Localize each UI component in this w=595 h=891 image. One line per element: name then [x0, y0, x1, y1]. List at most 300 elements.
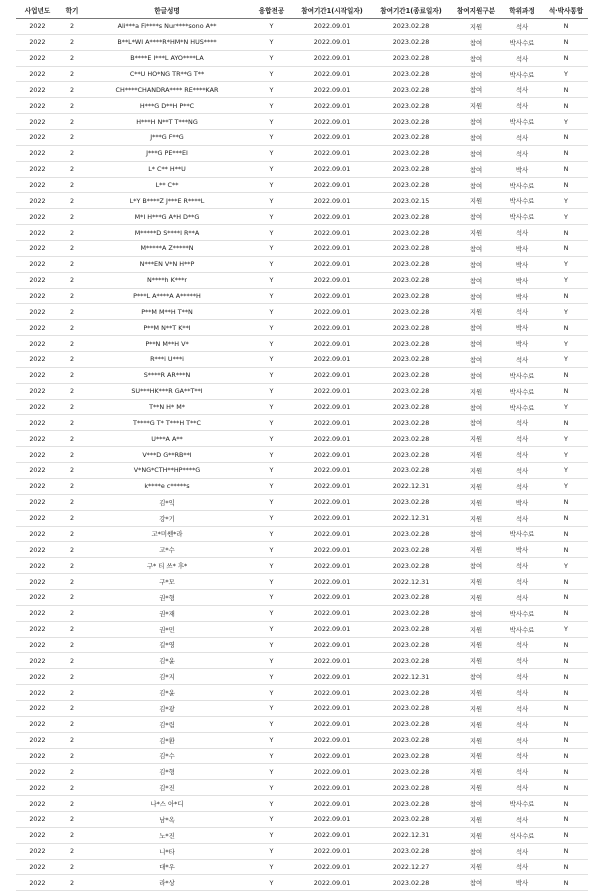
degree-cell: 석사: [500, 811, 544, 827]
table-body: [16, 19, 588, 891]
start-date-cell: 2022.09.01: [294, 494, 370, 510]
convergence-cell: Y: [249, 336, 294, 352]
end-date-cell: 2023.02.28: [370, 288, 452, 304]
degree-cell: 석사: [500, 478, 544, 494]
year-cell: 2022: [16, 145, 59, 161]
semester-cell: 2: [59, 98, 85, 114]
degree-cell: 석사수료: [500, 827, 544, 843]
support-type-cell: 지원: [452, 494, 500, 510]
year-cell: 2022: [16, 447, 59, 463]
name-cell: J***G PE***EI: [85, 145, 249, 161]
semester-cell: 2: [59, 827, 85, 843]
end-date-cell: 2023.02.28: [370, 399, 452, 415]
integrated-cell: N: [544, 82, 588, 98]
table-row: [16, 542, 588, 558]
header-integrated-program: 석·박사통합: [544, 2, 588, 19]
start-date-cell: 2022.09.01: [294, 19, 370, 35]
start-date-cell: 2022.09.01: [294, 241, 370, 257]
degree-cell: 박사: [500, 272, 544, 288]
integrated-cell: N: [544, 225, 588, 241]
semester-cell: 2: [59, 542, 85, 558]
support-type-cell: 참여: [452, 352, 500, 368]
degree-cell: 박사수료: [500, 66, 544, 82]
year-cell: 2022: [16, 526, 59, 542]
name-cell: B****E I***L AYO****LA: [85, 50, 249, 66]
support-type-cell: 참여: [452, 605, 500, 621]
convergence-cell: Y: [249, 352, 294, 368]
semester-cell: 2: [59, 304, 85, 320]
degree-cell: 석사: [500, 843, 544, 859]
convergence-cell: Y: [249, 716, 294, 732]
name-cell: 김*림: [85, 716, 249, 732]
degree-cell: 석사: [500, 304, 544, 320]
semester-cell: 2: [59, 161, 85, 177]
degree-cell: 석사: [500, 558, 544, 574]
start-date-cell: 2022.09.01: [294, 764, 370, 780]
end-date-cell: 2023.02.28: [370, 447, 452, 463]
support-type-cell: 참여: [452, 288, 500, 304]
table-row: [16, 161, 588, 177]
end-date-cell: 2022.12.31: [370, 478, 452, 494]
integrated-cell: Y: [544, 399, 588, 415]
convergence-cell: Y: [249, 811, 294, 827]
support-type-cell: 지원: [452, 542, 500, 558]
semester-cell: 2: [59, 34, 85, 50]
year-cell: 2022: [16, 510, 59, 526]
semester-cell: 2: [59, 716, 85, 732]
year-cell: 2022: [16, 764, 59, 780]
degree-cell: 석사: [500, 50, 544, 66]
table-row: [16, 447, 588, 463]
convergence-cell: Y: [249, 621, 294, 637]
semester-cell: 2: [59, 875, 85, 891]
header-start-date: 참여기간1(시작일자): [294, 2, 370, 19]
table-row: [16, 130, 588, 146]
name-cell: M*****D S****I R**A: [85, 225, 249, 241]
table-row: [16, 780, 588, 796]
degree-cell: 석사: [500, 685, 544, 701]
integrated-cell: N: [544, 19, 588, 35]
header-year: 사업년도: [16, 2, 59, 19]
degree-cell: 박사수료: [500, 367, 544, 383]
support-type-cell: 지원: [452, 463, 500, 479]
degree-cell: 박사: [500, 241, 544, 257]
integrated-cell: N: [544, 605, 588, 621]
table-row: [16, 653, 588, 669]
year-cell: 2022: [16, 875, 59, 891]
year-cell: 2022: [16, 352, 59, 368]
end-date-cell: 2022.12.31: [370, 510, 452, 526]
year-cell: 2022: [16, 621, 59, 637]
year-cell: 2022: [16, 494, 59, 510]
degree-cell: 박사수료: [500, 526, 544, 542]
end-date-cell: 2023.02.28: [370, 716, 452, 732]
table-row: [16, 19, 588, 35]
support-type-cell: 지원: [452, 859, 500, 875]
convergence-cell: Y: [249, 272, 294, 288]
degree-cell: 석사: [500, 574, 544, 590]
support-type-cell: 지원: [452, 19, 500, 35]
convergence-cell: Y: [249, 130, 294, 146]
start-date-cell: 2022.09.01: [294, 843, 370, 859]
degree-cell: 석사: [500, 859, 544, 875]
semester-cell: 2: [59, 589, 85, 605]
degree-cell: 석사: [500, 431, 544, 447]
convergence-cell: Y: [249, 478, 294, 494]
support-type-cell: 참여: [452, 82, 500, 98]
convergence-cell: Y: [249, 748, 294, 764]
convergence-cell: Y: [249, 589, 294, 605]
integrated-cell: N: [544, 716, 588, 732]
semester-cell: 2: [59, 574, 85, 590]
table-row: [16, 177, 588, 193]
table-row: [16, 114, 588, 130]
support-type-cell: 참여: [452, 320, 500, 336]
name-cell: 강*기: [85, 510, 249, 526]
start-date-cell: 2022.09.01: [294, 653, 370, 669]
table-row: [16, 431, 588, 447]
semester-cell: 2: [59, 209, 85, 225]
start-date-cell: 2022.09.01: [294, 82, 370, 98]
table-row: [16, 669, 588, 685]
semester-cell: 2: [59, 431, 85, 447]
integrated-cell: Y: [544, 66, 588, 82]
year-cell: 2022: [16, 209, 59, 225]
name-cell: N***EN V*N H**P: [85, 256, 249, 272]
name-cell: 김*광: [85, 700, 249, 716]
name-cell: R***i U***i: [85, 352, 249, 368]
end-date-cell: 2023.02.28: [370, 463, 452, 479]
degree-cell: 석사: [500, 98, 544, 114]
start-date-cell: 2022.09.01: [294, 50, 370, 66]
table-row: [16, 574, 588, 590]
integrated-cell: N: [544, 796, 588, 812]
table-row: [16, 859, 588, 875]
convergence-cell: Y: [249, 732, 294, 748]
end-date-cell: 2023.02.28: [370, 811, 452, 827]
convergence-cell: Y: [249, 780, 294, 796]
participant-table: [16, 2, 588, 891]
semester-cell: 2: [59, 383, 85, 399]
name-cell: 고*수: [85, 542, 249, 558]
convergence-cell: Y: [249, 225, 294, 241]
support-type-cell: 지원: [452, 653, 500, 669]
support-type-cell: 지원: [452, 748, 500, 764]
semester-cell: 2: [59, 700, 85, 716]
integrated-cell: N: [544, 241, 588, 257]
convergence-cell: Y: [249, 653, 294, 669]
end-date-cell: 2023.02.28: [370, 383, 452, 399]
year-cell: 2022: [16, 336, 59, 352]
support-type-cell: 참여: [452, 256, 500, 272]
start-date-cell: 2022.09.01: [294, 637, 370, 653]
integrated-cell: N: [544, 161, 588, 177]
year-cell: 2022: [16, 114, 59, 130]
semester-cell: 2: [59, 19, 85, 35]
support-type-cell: 지원: [452, 811, 500, 827]
start-date-cell: 2022.09.01: [294, 177, 370, 193]
year-cell: 2022: [16, 50, 59, 66]
year-cell: 2022: [16, 748, 59, 764]
name-cell: L*Y B****Z J***E R****L: [85, 193, 249, 209]
start-date-cell: 2022.09.01: [294, 209, 370, 225]
start-date-cell: 2022.09.01: [294, 161, 370, 177]
semester-cell: 2: [59, 510, 85, 526]
support-type-cell: 지원: [452, 383, 500, 399]
degree-cell: 석사: [500, 716, 544, 732]
semester-cell: 2: [59, 399, 85, 415]
semester-cell: 2: [59, 272, 85, 288]
name-cell: 김*익: [85, 494, 249, 510]
degree-cell: 박사수료: [500, 193, 544, 209]
end-date-cell: 2023.02.28: [370, 145, 452, 161]
start-date-cell: 2022.09.01: [294, 114, 370, 130]
name-cell: P***L A****A A*****H: [85, 288, 249, 304]
end-date-cell: 2023.02.28: [370, 177, 452, 193]
semester-cell: 2: [59, 256, 85, 272]
integrated-cell: N: [544, 764, 588, 780]
integrated-cell: N: [544, 542, 588, 558]
start-date-cell: 2022.09.01: [294, 272, 370, 288]
semester-cell: 2: [59, 653, 85, 669]
table-row: [16, 304, 588, 320]
end-date-cell: 2023.02.28: [370, 542, 452, 558]
semester-cell: 2: [59, 352, 85, 368]
semester-cell: 2: [59, 50, 85, 66]
name-cell: C**U HO*NG TR**G T**: [85, 66, 249, 82]
table-row: [16, 367, 588, 383]
year-cell: 2022: [16, 843, 59, 859]
integrated-cell: N: [544, 383, 588, 399]
end-date-cell: 2023.02.28: [370, 19, 452, 35]
convergence-cell: Y: [249, 764, 294, 780]
name-cell: P**M N**T K**I: [85, 320, 249, 336]
end-date-cell: 2023.02.28: [370, 637, 452, 653]
convergence-cell: Y: [249, 383, 294, 399]
integrated-cell: N: [544, 653, 588, 669]
end-date-cell: 2023.02.28: [370, 352, 452, 368]
semester-cell: 2: [59, 130, 85, 146]
convergence-cell: Y: [249, 399, 294, 415]
end-date-cell: 2023.02.28: [370, 256, 452, 272]
degree-cell: 석사: [500, 700, 544, 716]
start-date-cell: 2022.09.01: [294, 34, 370, 50]
end-date-cell: 2023.02.28: [370, 272, 452, 288]
support-type-cell: 지원: [452, 685, 500, 701]
semester-cell: 2: [59, 811, 85, 827]
end-date-cell: 2023.02.28: [370, 780, 452, 796]
support-type-cell: 참여: [452, 209, 500, 225]
start-date-cell: 2022.09.01: [294, 431, 370, 447]
year-cell: 2022: [16, 241, 59, 257]
name-cell: V*NG*CTH**HP****G: [85, 463, 249, 479]
name-cell: 김*진: [85, 780, 249, 796]
degree-cell: 석사: [500, 669, 544, 685]
integrated-cell: Y: [544, 193, 588, 209]
end-date-cell: 2023.02.28: [370, 82, 452, 98]
convergence-cell: Y: [249, 542, 294, 558]
convergence-cell: Y: [249, 605, 294, 621]
convergence-cell: Y: [249, 304, 294, 320]
table-row: [16, 463, 588, 479]
support-type-cell: 지원: [452, 304, 500, 320]
convergence-cell: Y: [249, 494, 294, 510]
support-type-cell: 지원: [452, 732, 500, 748]
end-date-cell: 2023.02.28: [370, 367, 452, 383]
support-type-cell: 참여: [452, 796, 500, 812]
table-row: [16, 383, 588, 399]
start-date-cell: 2022.09.01: [294, 875, 370, 891]
name-cell: U***A A**: [85, 431, 249, 447]
support-type-cell: 지원: [452, 637, 500, 653]
year-cell: 2022: [16, 383, 59, 399]
end-date-cell: 2023.02.28: [370, 320, 452, 336]
name-cell: 김*수: [85, 748, 249, 764]
end-date-cell: 2023.02.28: [370, 336, 452, 352]
support-type-cell: 지원: [452, 98, 500, 114]
support-type-cell: 지원: [452, 780, 500, 796]
start-date-cell: 2022.09.01: [294, 367, 370, 383]
support-type-cell: 지원: [452, 716, 500, 732]
start-date-cell: 2022.09.01: [294, 558, 370, 574]
support-type-cell: 참여: [452, 367, 500, 383]
semester-cell: 2: [59, 859, 85, 875]
degree-cell: 석사: [500, 447, 544, 463]
start-date-cell: 2022.09.01: [294, 352, 370, 368]
convergence-cell: Y: [249, 177, 294, 193]
table-row: [16, 605, 588, 621]
year-cell: 2022: [16, 177, 59, 193]
end-date-cell: 2023.02.28: [370, 241, 452, 257]
header-semester: 학기: [59, 2, 85, 19]
integrated-cell: N: [544, 130, 588, 146]
end-date-cell: 2023.02.28: [370, 209, 452, 225]
support-type-cell: 참여: [452, 415, 500, 431]
year-cell: 2022: [16, 669, 59, 685]
end-date-cell: 2023.02.28: [370, 875, 452, 891]
integrated-cell: N: [544, 700, 588, 716]
convergence-cell: Y: [249, 415, 294, 431]
name-cell: 김*윤: [85, 653, 249, 669]
end-date-cell: 2023.02.28: [370, 415, 452, 431]
degree-cell: 석사: [500, 748, 544, 764]
convergence-cell: Y: [249, 843, 294, 859]
convergence-cell: Y: [249, 796, 294, 812]
name-cell: k****e c*****s: [85, 478, 249, 494]
semester-cell: 2: [59, 843, 85, 859]
support-type-cell: 지원: [452, 621, 500, 637]
table-row: [16, 241, 588, 257]
degree-cell: 석사: [500, 415, 544, 431]
semester-cell: 2: [59, 621, 85, 637]
end-date-cell: 2023.02.28: [370, 589, 452, 605]
table-row: [16, 336, 588, 352]
table-row: [16, 256, 588, 272]
year-cell: 2022: [16, 637, 59, 653]
integrated-cell: N: [544, 875, 588, 891]
integrated-cell: Y: [544, 621, 588, 637]
integrated-cell: N: [544, 34, 588, 50]
end-date-cell: 2023.02.15: [370, 193, 452, 209]
year-cell: 2022: [16, 288, 59, 304]
degree-cell: 박사수료: [500, 177, 544, 193]
degree-cell: 석사: [500, 653, 544, 669]
end-date-cell: 2022.12.31: [370, 574, 452, 590]
table-row: [16, 732, 588, 748]
integrated-cell: N: [544, 827, 588, 843]
convergence-cell: Y: [249, 431, 294, 447]
table-row: [16, 811, 588, 827]
start-date-cell: 2022.09.01: [294, 700, 370, 716]
year-cell: 2022: [16, 98, 59, 114]
table-row: [16, 621, 588, 637]
degree-cell: 박사수료: [500, 605, 544, 621]
support-type-cell: 참여: [452, 399, 500, 415]
name-cell: M*I H***G A*H D**G: [85, 209, 249, 225]
header-convergence-major: 융합전공: [249, 2, 294, 19]
degree-cell: 박사: [500, 875, 544, 891]
semester-cell: 2: [59, 193, 85, 209]
semester-cell: 2: [59, 526, 85, 542]
semester-cell: 2: [59, 685, 85, 701]
year-cell: 2022: [16, 574, 59, 590]
convergence-cell: Y: [249, 145, 294, 161]
degree-cell: 박사수료: [500, 34, 544, 50]
semester-cell: 2: [59, 177, 85, 193]
year-cell: 2022: [16, 463, 59, 479]
convergence-cell: Y: [249, 66, 294, 82]
year-cell: 2022: [16, 685, 59, 701]
name-cell: T**N H* M*: [85, 399, 249, 415]
degree-cell: 석사: [500, 225, 544, 241]
degree-cell: 박사수료: [500, 209, 544, 225]
table-row: [16, 193, 588, 209]
end-date-cell: 2023.02.28: [370, 304, 452, 320]
name-cell: 나*스 아*디: [85, 796, 249, 812]
table-header-row: [16, 2, 588, 19]
year-cell: 2022: [16, 193, 59, 209]
end-date-cell: 2023.02.28: [370, 843, 452, 859]
degree-cell: 박사: [500, 336, 544, 352]
table-row: [16, 352, 588, 368]
name-cell: 김*환: [85, 732, 249, 748]
table-row: [16, 320, 588, 336]
end-date-cell: 2023.02.28: [370, 732, 452, 748]
name-cell: L* C** H**U: [85, 161, 249, 177]
semester-cell: 2: [59, 82, 85, 98]
support-type-cell: 참여: [452, 526, 500, 542]
name-cell: SU***HK***R GA**T**I: [85, 383, 249, 399]
header-support-type: 참여지원구분: [452, 2, 500, 19]
semester-cell: 2: [59, 732, 85, 748]
table-row: [16, 589, 588, 605]
year-cell: 2022: [16, 161, 59, 177]
convergence-cell: Y: [249, 859, 294, 875]
degree-cell: 석사: [500, 463, 544, 479]
degree-cell: 석사: [500, 637, 544, 653]
year-cell: 2022: [16, 859, 59, 875]
start-date-cell: 2022.09.01: [294, 320, 370, 336]
year-cell: 2022: [16, 66, 59, 82]
degree-cell: 석사: [500, 130, 544, 146]
end-date-cell: 2023.02.28: [370, 558, 452, 574]
integrated-cell: Y: [544, 447, 588, 463]
start-date-cell: 2022.09.01: [294, 669, 370, 685]
support-type-cell: 지원: [452, 431, 500, 447]
start-date-cell: 2022.09.01: [294, 145, 370, 161]
integrated-cell: N: [544, 415, 588, 431]
start-date-cell: 2022.09.01: [294, 304, 370, 320]
